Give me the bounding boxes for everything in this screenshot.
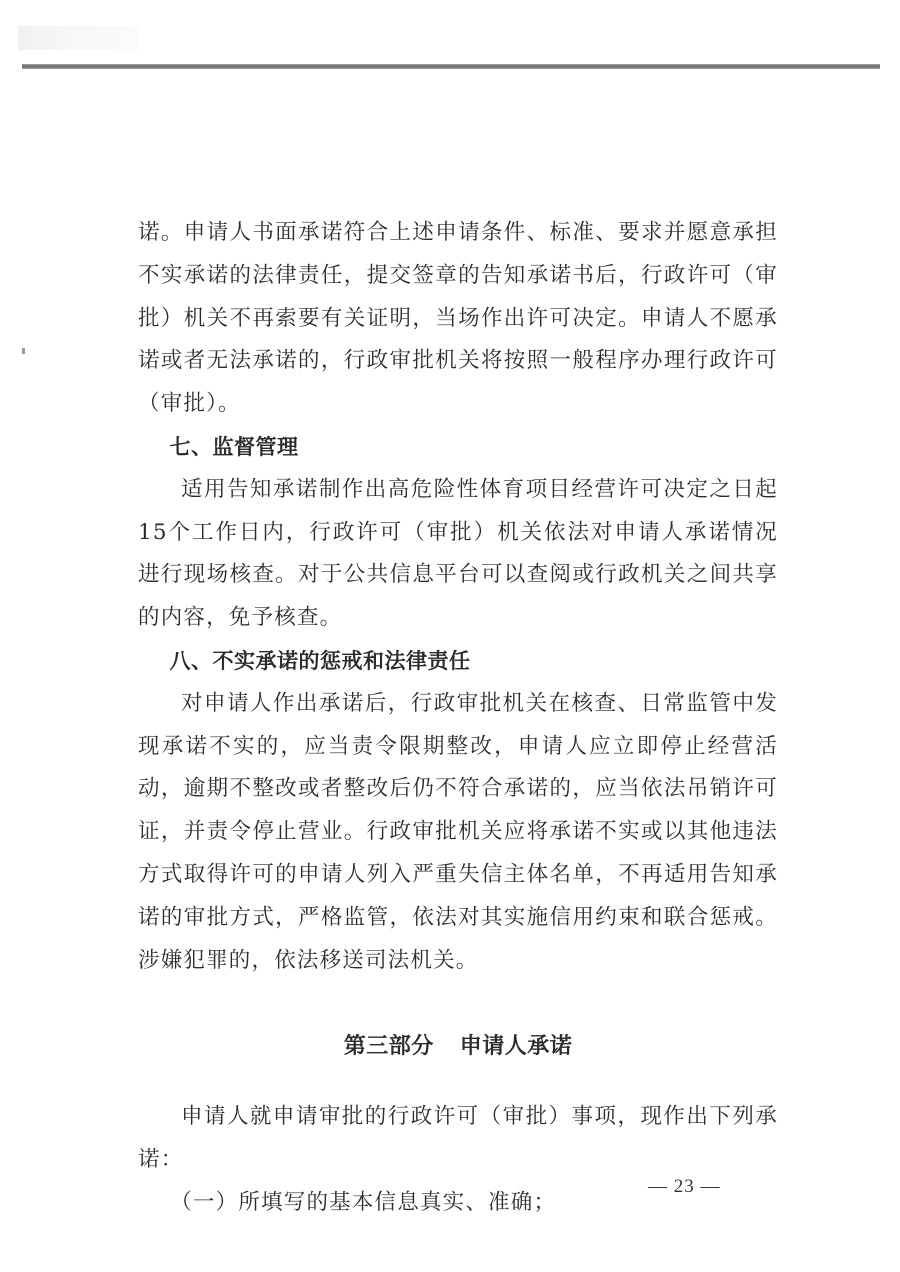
paragraph-penalties: 对申请人作出承诺后，行政审批机关在核查、日常监管中发现承诺不实的，应当责令限期整改，申请人应立即停止经营活动，逾期不整改或者整改后仍不符合承诺的，应当依法吊销许可证，并责令停止营业。行政审批机关应将承诺不实或以其他违法方式取得许可的申请人列入严重失信主体名单，不再适用告知承诺的审批方式，严格监管，依法对其实施信用约束和联合惩戒。涉嫌犯罪的，依法移送司法机关。 — [138, 690, 778, 973]
page-number: — 23 — — [648, 1176, 721, 1197]
section-heading-supervision: 七、监督管理 — [169, 434, 299, 459]
scan-artifact — [18, 26, 138, 50]
part-title-number: 第三部分 — [343, 1034, 434, 1060]
paragraph-supervision: 适用告知承诺制作出高危险性体育项目经营许可决定之日起15个工作日内，行政许可（审批）机关依法对申请人承诺情况进行现场核查。对于公共信息平台可以查阅或行政机关之间共享的内容，免予核查。 — [138, 476, 778, 631]
header-rule — [22, 64, 880, 69]
scan-speck — [22, 348, 25, 354]
section-heading-penalties: 八、不实承诺的惩戒和法律责任 — [169, 648, 471, 673]
commitment-item-1: （一）所填写的基本信息真实、准确； — [170, 1189, 557, 1215]
part-title-name: 申请人承诺 — [459, 1034, 573, 1060]
page-content — [138, 212, 778, 1225]
paragraph-continuation: 诺。申请人书面承诺符合上述申请条件、标准、要求并愿意承担不实承诺的法律责任，提交签章的告知承诺书后，行政许可（审批）机关不再索要有关证明，当场作出许可决定。申请人不愿承诺或者无法承诺的，行政审批机关将按照一般程序办理行政许可（审批）。 — [138, 220, 778, 417]
paragraph-commitment-intro: 申请人就申请审批的行政许可（审批）事项，现作出下列承诺： — [138, 1104, 778, 1173]
part-title — [138, 1026, 778, 1068]
